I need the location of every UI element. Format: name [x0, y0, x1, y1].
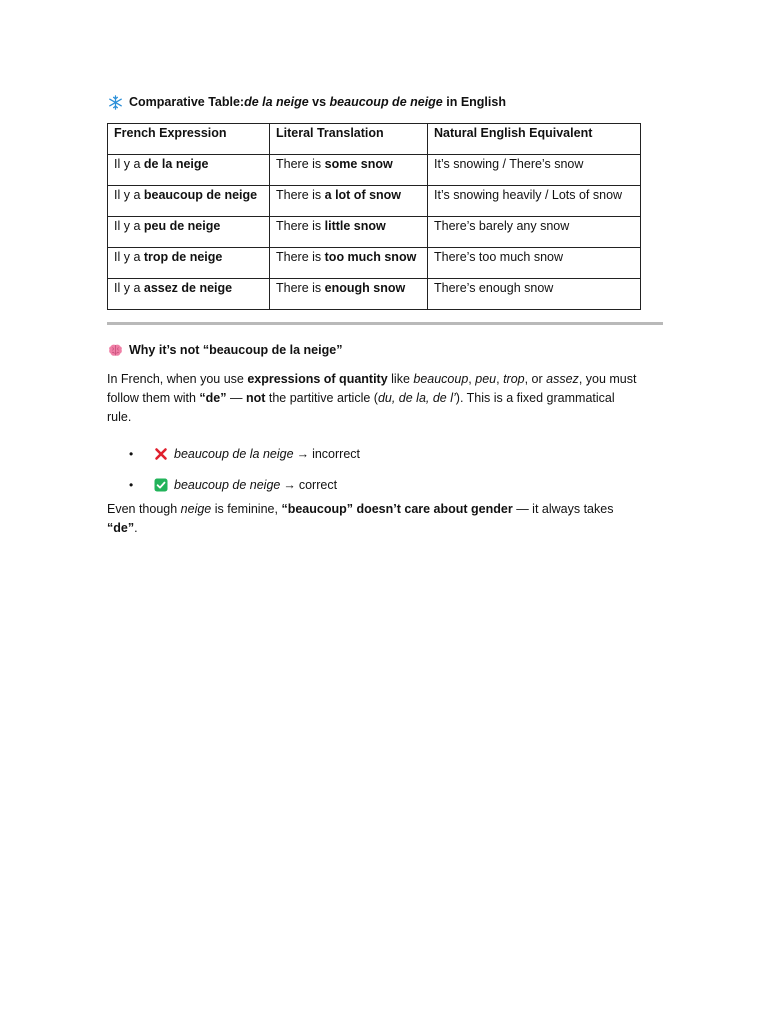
cross-mark-icon [153, 446, 169, 462]
column-header-english: Natural English Equivalent [428, 124, 641, 155]
table-heading [107, 92, 663, 112]
table-row [108, 248, 641, 279]
heading-term-1: de la neige [244, 95, 309, 109]
cell-english: It’s snowing heavily / Lots of snow [428, 186, 641, 217]
bullet: • [129, 477, 134, 492]
table-row [108, 186, 641, 217]
section-title: Why it’s not “beaucoup de la neige” [129, 343, 343, 357]
bullet: • [129, 446, 134, 461]
example-phrase: beaucoup de neige [174, 477, 281, 492]
rule-paragraph: In French, when you use expressions of quantity like beaucoup, peu, trop, or assez, you must follow them with “de” — not the partitive article (du, de la, de l’). This is a fixed grammatical rule. [107, 372, 637, 424]
cell-french: Il y a peu de neige [108, 217, 270, 248]
heading-prefix: Comparative Table: [129, 95, 245, 109]
cell-french: Il y a assez de neige [108, 279, 270, 310]
cell-english: There’s too much snow [428, 248, 641, 279]
cell-literal: There is a lot of snow [270, 186, 428, 217]
comparison-table [107, 123, 641, 310]
cell-english: It’s snowing / There’s snow [428, 155, 641, 186]
verdict: correct [298, 477, 338, 492]
cell-french: Il y a de la neige [108, 155, 270, 186]
cell-english: There’s enough snow [428, 279, 641, 310]
verdict: incorrect [312, 446, 360, 461]
horizontal-divider [107, 322, 663, 325]
cell-literal: There is enough snow [270, 279, 428, 310]
example-list [107, 438, 663, 500]
cell-french: Il y a beaucoup de neige [108, 186, 270, 217]
heading-term-2: beaucoup de neige [329, 95, 443, 109]
cell-literal: There is some snow [270, 155, 428, 186]
table-row [108, 155, 641, 186]
gender-paragraph: Even though neige is feminine, “beaucoup” doesn’t care about gender — it always takes “de”. [107, 502, 614, 535]
cell-english: There’s barely any snow [428, 217, 641, 248]
brain-icon [107, 342, 123, 358]
snowflake-icon [107, 94, 123, 110]
column-header-literal: Literal Translation [270, 124, 428, 155]
arrow: → [283, 477, 296, 492]
column-header-french: French Expression [108, 124, 270, 155]
section-heading [107, 341, 663, 359]
document-page [107, 92, 663, 538]
list-item [107, 469, 663, 500]
cell-literal: There is little snow [270, 217, 428, 248]
example-phrase: beaucoup de la neige [174, 446, 294, 461]
arrow: → [296, 446, 310, 461]
table-row [108, 279, 641, 310]
cell-french: Il y a trop de neige [108, 248, 270, 279]
heading-mid: vs [308, 95, 330, 109]
heading-suffix: in English [442, 95, 506, 109]
check-mark-icon [153, 477, 169, 493]
table-row [108, 217, 641, 248]
cell-literal: There is too much snow [270, 248, 428, 279]
list-item [107, 438, 663, 469]
table-header-row [108, 124, 641, 155]
